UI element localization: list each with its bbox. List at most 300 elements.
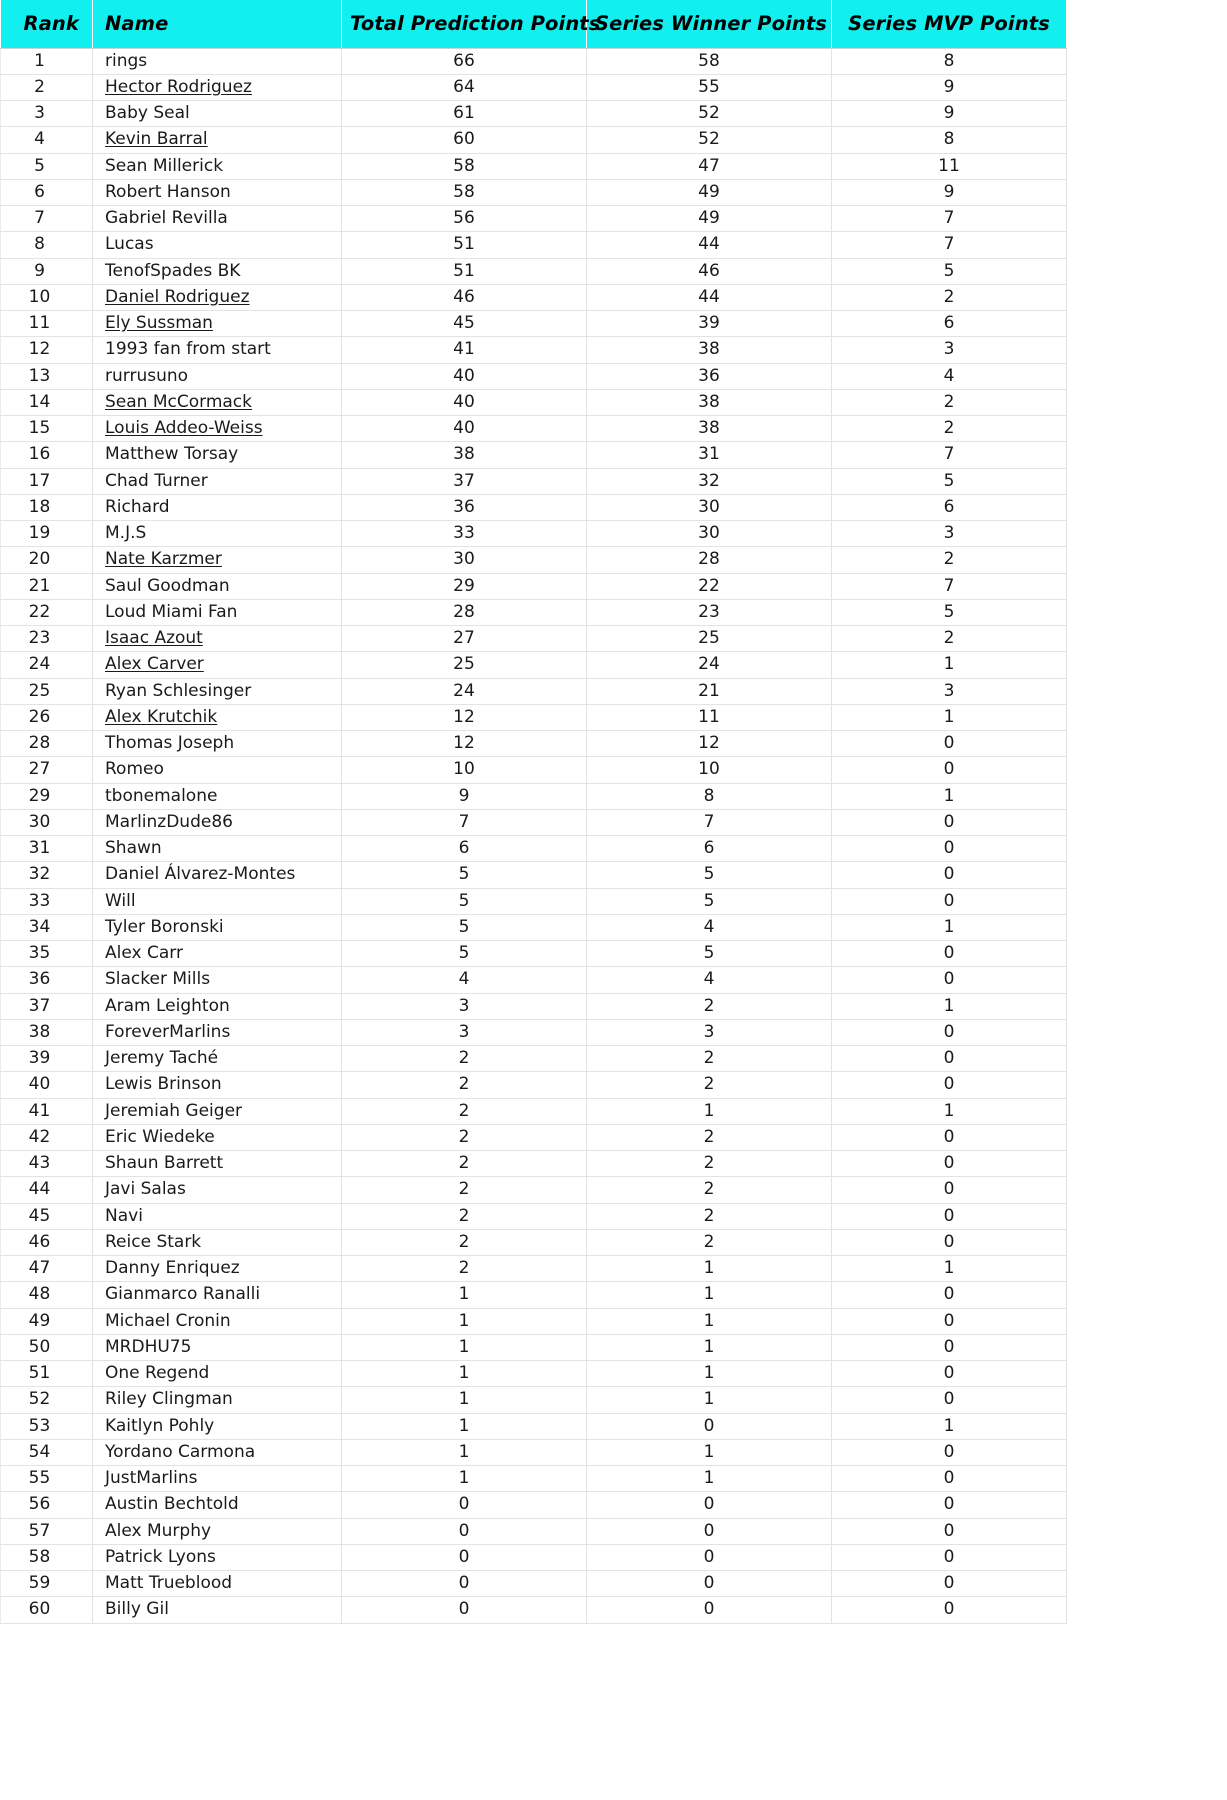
player-profile-link[interactable]: Nate Karzmer — [105, 549, 222, 570]
cell-rank: 16 — [1, 442, 93, 468]
cell-series-winner-points: 2 — [587, 1124, 832, 1150]
cell-total-prediction-points: 1 — [342, 1308, 587, 1334]
cell-series-mvp-points: 7 — [832, 573, 1067, 599]
table-row — [1, 1177, 1223, 1203]
cell-series-winner-points: 0 — [587, 1413, 832, 1439]
cell-total-prediction-points: 0 — [342, 1518, 587, 1544]
cell-rank: 44 — [1, 1177, 93, 1203]
table-row — [1, 1203, 1223, 1229]
cell-total-prediction-points: 56 — [342, 206, 587, 232]
cell-series-mvp-points: 0 — [832, 1544, 1067, 1570]
cell-rank: 2 — [1, 74, 93, 100]
row-spacer — [1067, 416, 1223, 442]
table-row — [1, 494, 1223, 520]
player-name-label: Danny Enriquez — [105, 1258, 240, 1278]
cell-total-prediction-points: 0 — [342, 1571, 587, 1597]
cell-series-mvp-points: 6 — [832, 311, 1067, 337]
cell-name — [93, 862, 342, 888]
player-name-label: M.J.S — [105, 523, 147, 543]
cell-name[interactable] — [93, 389, 342, 415]
row-spacer — [1067, 1124, 1223, 1150]
player-name-label: tbonemalone — [105, 785, 218, 806]
row-spacer — [1067, 599, 1223, 625]
cell-series-winner-points: 2 — [587, 1229, 832, 1255]
cell-total-prediction-points: 1 — [342, 1361, 587, 1387]
cell-series-mvp-points: 11 — [832, 153, 1067, 179]
table-row — [1, 547, 1223, 573]
cell-series-winner-points: 10 — [587, 757, 832, 783]
row-spacer — [1067, 389, 1223, 415]
cell-total-prediction-points: 1 — [342, 1282, 587, 1308]
row-spacer — [1067, 731, 1223, 757]
cell-total-prediction-points: 5 — [342, 941, 587, 967]
table-row — [1, 1124, 1223, 1150]
cell-series-mvp-points: 0 — [832, 757, 1067, 783]
cell-name — [93, 757, 342, 783]
player-profile-link[interactable]: Alex Carver — [105, 654, 204, 675]
player-name-label: Billy Gil — [105, 1599, 169, 1620]
player-name-label: Eric Wiedeke — [105, 1126, 215, 1147]
cell-rank: 9 — [1, 258, 93, 284]
cell-series-mvp-points: 1 — [832, 1413, 1067, 1439]
row-spacer — [1067, 1019, 1223, 1045]
cell-total-prediction-points: 61 — [342, 101, 587, 127]
cell-rank: 36 — [1, 967, 93, 993]
cell-series-winner-points: 36 — [587, 363, 832, 389]
cell-rank: 7 — [1, 206, 93, 232]
table-row — [1, 1072, 1223, 1098]
row-spacer — [1067, 1072, 1223, 1098]
cell-series-mvp-points: 0 — [832, 1439, 1067, 1465]
cell-rank: 1 — [1, 48, 93, 74]
column-header-series-mvp-points[interactable]: Series MVP Points — [832, 0, 1067, 48]
cell-name — [93, 1046, 342, 1072]
cell-rank: 54 — [1, 1439, 93, 1465]
cell-series-winner-points: 2 — [587, 1072, 832, 1098]
cell-rank: 30 — [1, 809, 93, 835]
table-row — [1, 1308, 1223, 1334]
cell-rank: 33 — [1, 888, 93, 914]
cell-series-mvp-points: 0 — [832, 1203, 1067, 1229]
cell-total-prediction-points: 2 — [342, 1151, 587, 1177]
cell-name[interactable] — [93, 74, 342, 100]
player-name-label: rings — [105, 50, 148, 71]
table-row — [1, 731, 1223, 757]
table-row — [1, 1387, 1223, 1413]
player-name-label: Lucas — [105, 234, 154, 255]
cell-name — [93, 1177, 342, 1203]
table-row — [1, 888, 1223, 914]
table-row — [1, 1544, 1223, 1570]
cell-rank: 19 — [1, 521, 93, 547]
cell-rank: 59 — [1, 1571, 93, 1597]
player-name-label: Gianmarco Ranalli — [105, 1284, 261, 1305]
cell-series-winner-points: 1 — [587, 1308, 832, 1334]
player-profile-link[interactable]: Sean McCormack — [105, 391, 252, 412]
cell-name[interactable] — [93, 626, 342, 652]
cell-name — [93, 1518, 342, 1544]
cell-rank: 52 — [1, 1387, 93, 1413]
cell-series-mvp-points: 0 — [832, 1308, 1067, 1334]
row-spacer — [1067, 1098, 1223, 1124]
cell-rank: 55 — [1, 1466, 93, 1492]
cell-name — [93, 967, 342, 993]
cell-series-winner-points: 2 — [587, 1203, 832, 1229]
cell-total-prediction-points: 1 — [342, 1413, 587, 1439]
cell-rank: 4 — [1, 127, 93, 153]
table-row — [1, 993, 1223, 1019]
cell-rank: 53 — [1, 1413, 93, 1439]
cell-name — [93, 153, 342, 179]
table-row — [1, 914, 1223, 940]
cell-series-winner-points: 0 — [587, 1571, 832, 1597]
cell-name — [93, 1098, 342, 1124]
cell-series-winner-points: 52 — [587, 127, 832, 153]
cell-series-mvp-points: 0 — [832, 1518, 1067, 1544]
cell-rank: 47 — [1, 1256, 93, 1282]
player-name-label: Alex Carr — [105, 943, 183, 963]
cell-series-winner-points: 5 — [587, 862, 832, 888]
cell-series-winner-points: 2 — [587, 1177, 832, 1203]
cell-series-winner-points: 1 — [587, 1256, 832, 1282]
cell-total-prediction-points: 4 — [342, 967, 587, 993]
player-profile-link[interactable]: Ely Sussman — [105, 313, 213, 333]
cell-rank: 26 — [1, 704, 93, 730]
cell-name[interactable] — [93, 284, 342, 310]
cell-series-winner-points: 30 — [587, 521, 832, 547]
table-row — [1, 941, 1223, 967]
row-spacer — [1067, 1256, 1223, 1282]
cell-series-winner-points: 32 — [587, 468, 832, 494]
player-name-label: Lewis Brinson — [105, 1074, 222, 1095]
cell-total-prediction-points: 29 — [342, 573, 587, 599]
table-row — [1, 179, 1223, 205]
player-name-label: MRDHU75 — [105, 1336, 192, 1357]
row-spacer — [1067, 101, 1223, 127]
row-spacer — [1067, 1413, 1223, 1439]
cell-rank: 46 — [1, 1229, 93, 1255]
cell-series-mvp-points: 0 — [832, 1387, 1067, 1413]
row-spacer — [1067, 573, 1223, 599]
player-name-label: Ryan Schlesinger — [105, 680, 252, 701]
cell-total-prediction-points: 1 — [342, 1466, 587, 1492]
table-body — [1, 48, 1223, 1623]
cell-name — [93, 468, 342, 494]
cell-series-winner-points: 55 — [587, 74, 832, 100]
player-name-label: Austin Bechtold — [105, 1494, 239, 1515]
player-name-label: JustMarlins — [105, 1468, 198, 1488]
cell-series-winner-points: 49 — [587, 206, 832, 232]
cell-total-prediction-points: 3 — [342, 993, 587, 1019]
cell-series-mvp-points: 0 — [832, 862, 1067, 888]
table-row — [1, 1098, 1223, 1124]
player-name-label: Shawn — [105, 838, 162, 858]
cell-total-prediction-points: 60 — [342, 127, 587, 153]
table-row — [1, 1413, 1223, 1439]
cell-series-mvp-points: 9 — [832, 74, 1067, 100]
player-profile-link[interactable]: Hector Rodriguez — [105, 76, 252, 97]
row-spacer — [1067, 1544, 1223, 1570]
player-name-label: Matt Trueblood — [105, 1573, 233, 1593]
cell-rank: 38 — [1, 1019, 93, 1045]
cell-total-prediction-points: 12 — [342, 731, 587, 757]
player-name-label: Shaun Barrett — [105, 1153, 224, 1173]
row-spacer — [1067, 783, 1223, 809]
cell-series-winner-points: 38 — [587, 337, 832, 363]
cell-series-winner-points: 0 — [587, 1492, 832, 1518]
row-spacer — [1067, 809, 1223, 835]
cell-rank: 10 — [1, 284, 93, 310]
cell-name — [93, 1413, 342, 1439]
table-row — [1, 416, 1223, 442]
player-name-label: Alex Murphy — [105, 1520, 212, 1541]
cell-rank: 6 — [1, 179, 93, 205]
cell-series-mvp-points: 0 — [832, 1282, 1067, 1308]
cell-total-prediction-points: 41 — [342, 337, 587, 363]
cell-name[interactable] — [93, 127, 342, 153]
cell-rank: 8 — [1, 232, 93, 258]
cell-name — [93, 888, 342, 914]
table-row — [1, 967, 1223, 993]
row-spacer — [1067, 704, 1223, 730]
cell-total-prediction-points: 37 — [342, 468, 587, 494]
cell-total-prediction-points: 12 — [342, 704, 587, 730]
table-row — [1, 363, 1223, 389]
player-name-label: Aram Leighton — [105, 995, 230, 1016]
cell-name[interactable] — [93, 311, 342, 337]
cell-series-mvp-points: 0 — [832, 1571, 1067, 1597]
cell-series-winner-points: 46 — [587, 258, 832, 284]
cell-name[interactable] — [93, 416, 342, 442]
table-row — [1, 442, 1223, 468]
cell-series-mvp-points: 9 — [832, 101, 1067, 127]
cell-total-prediction-points: 2 — [342, 1256, 587, 1282]
cell-rank: 51 — [1, 1361, 93, 1387]
row-spacer — [1067, 494, 1223, 520]
table-row — [1, 1229, 1223, 1255]
cell-series-winner-points: 24 — [587, 652, 832, 678]
cell-series-winner-points: 44 — [587, 284, 832, 310]
cell-rank: 23 — [1, 626, 93, 652]
cell-name — [93, 1439, 342, 1465]
table-row — [1, 101, 1223, 127]
cell-rank: 29 — [1, 783, 93, 809]
cell-rank: 50 — [1, 1334, 93, 1360]
cell-series-mvp-points: 0 — [832, 1124, 1067, 1150]
cell-rank: 22 — [1, 599, 93, 625]
cell-rank: 32 — [1, 862, 93, 888]
cell-rank: 15 — [1, 416, 93, 442]
cell-rank: 34 — [1, 914, 93, 940]
cell-total-prediction-points: 30 — [342, 547, 587, 573]
row-spacer — [1067, 1597, 1223, 1623]
cell-name — [93, 1151, 342, 1177]
cell-name[interactable] — [93, 704, 342, 730]
cell-series-mvp-points: 0 — [832, 967, 1067, 993]
cell-series-winner-points: 38 — [587, 389, 832, 415]
table-row — [1, 1046, 1223, 1072]
cell-series-winner-points: 2 — [587, 1046, 832, 1072]
cell-name — [93, 1124, 342, 1150]
cell-name — [93, 783, 342, 809]
row-spacer — [1067, 888, 1223, 914]
cell-series-mvp-points: 1 — [832, 1256, 1067, 1282]
header-spacer — [1067, 0, 1223, 48]
player-profile-link[interactable]: Kevin Barral — [105, 129, 208, 150]
cell-series-mvp-points: 1 — [832, 914, 1067, 940]
row-spacer — [1067, 258, 1223, 284]
row-spacer — [1067, 1334, 1223, 1360]
cell-name — [93, 179, 342, 205]
cell-rank: 31 — [1, 836, 93, 862]
row-spacer — [1067, 1387, 1223, 1413]
cell-series-mvp-points: 2 — [832, 389, 1067, 415]
cell-series-winner-points: 4 — [587, 967, 832, 993]
cell-series-mvp-points: 0 — [832, 1597, 1067, 1623]
cell-series-mvp-points: 0 — [832, 1177, 1067, 1203]
row-spacer — [1067, 284, 1223, 310]
cell-series-mvp-points: 0 — [832, 1229, 1067, 1255]
table-row — [1, 573, 1223, 599]
cell-series-mvp-points: 3 — [832, 337, 1067, 363]
row-spacer — [1067, 127, 1223, 153]
cell-name — [93, 1597, 342, 1623]
cell-series-mvp-points: 0 — [832, 1046, 1067, 1072]
cell-name — [93, 1256, 342, 1282]
row-spacer — [1067, 1203, 1223, 1229]
player-name-label: Daniel Álvarez-Montes — [105, 864, 296, 885]
cell-total-prediction-points: 2 — [342, 1177, 587, 1203]
cell-series-winner-points: 58 — [587, 48, 832, 74]
player-name-label: Sean Millerick — [105, 155, 224, 176]
cell-total-prediction-points: 33 — [342, 521, 587, 547]
column-header-rank[interactable]: Rank — [1, 0, 93, 48]
cell-name — [93, 809, 342, 835]
cell-name — [93, 442, 342, 468]
column-header-series-winner-points[interactable]: Series Winner Points — [587, 0, 832, 48]
cell-series-winner-points: 11 — [587, 704, 832, 730]
cell-series-mvp-points: 1 — [832, 652, 1067, 678]
row-spacer — [1067, 153, 1223, 179]
table-row — [1, 757, 1223, 783]
cell-series-mvp-points: 1 — [832, 704, 1067, 730]
player-profile-link[interactable]: Isaac Azout — [105, 628, 203, 648]
table-row — [1, 678, 1223, 704]
cell-name[interactable] — [93, 547, 342, 573]
cell-series-winner-points: 0 — [587, 1597, 832, 1623]
cell-series-winner-points: 6 — [587, 836, 832, 862]
cell-series-mvp-points: 0 — [832, 1466, 1067, 1492]
cell-rank: 57 — [1, 1518, 93, 1544]
row-spacer — [1067, 179, 1223, 205]
cell-name[interactable] — [93, 652, 342, 678]
row-spacer — [1067, 967, 1223, 993]
cell-rank: 25 — [1, 678, 93, 704]
player-name-label: Tyler Boronski — [105, 916, 224, 937]
cell-series-mvp-points: 3 — [832, 521, 1067, 547]
player-profile-link[interactable]: Daniel Rodriguez — [105, 286, 250, 307]
cell-series-winner-points: 3 — [587, 1019, 832, 1045]
column-header-name[interactable]: Name — [93, 0, 342, 48]
cell-name — [93, 48, 342, 74]
cell-series-winner-points: 7 — [587, 809, 832, 835]
cell-series-winner-points: 1 — [587, 1466, 832, 1492]
table-row — [1, 1019, 1223, 1045]
row-spacer — [1067, 1282, 1223, 1308]
player-name-label: Riley Clingman — [105, 1389, 233, 1410]
player-name-label: Chad Turner — [105, 470, 208, 491]
cell-rank: 48 — [1, 1282, 93, 1308]
table-header — [1, 0, 1223, 48]
player-name-label: MarlinzDude86 — [105, 811, 233, 832]
row-spacer — [1067, 757, 1223, 783]
row-spacer — [1067, 337, 1223, 363]
table-row — [1, 1256, 1223, 1282]
cell-series-mvp-points: 0 — [832, 1334, 1067, 1360]
cell-name — [93, 993, 342, 1019]
cell-series-mvp-points: 4 — [832, 363, 1067, 389]
player-name-label: Michael Cronin — [105, 1310, 231, 1331]
player-name-label: rurrusuno — [105, 365, 189, 386]
cell-series-winner-points: 21 — [587, 678, 832, 704]
player-name-label: Javi Salas — [105, 1179, 186, 1200]
player-name-label: Romeo — [105, 759, 164, 780]
table-row — [1, 1439, 1223, 1465]
cell-series-winner-points: 52 — [587, 101, 832, 127]
cell-name — [93, 521, 342, 547]
cell-series-winner-points: 4 — [587, 914, 832, 940]
cell-total-prediction-points: 6 — [342, 836, 587, 862]
cell-series-winner-points: 49 — [587, 179, 832, 205]
row-spacer — [1067, 206, 1223, 232]
player-name-label: Baby Seal — [105, 103, 190, 123]
cell-name — [93, 337, 342, 363]
cell-name — [93, 599, 342, 625]
player-name-label: Reice Stark — [105, 1231, 202, 1252]
table-row — [1, 1466, 1223, 1492]
row-spacer — [1067, 311, 1223, 337]
row-spacer — [1067, 862, 1223, 888]
table-row — [1, 783, 1223, 809]
row-spacer — [1067, 48, 1223, 74]
cell-rank: 42 — [1, 1124, 93, 1150]
row-spacer — [1067, 1361, 1223, 1387]
player-profile-link[interactable]: Alex Krutchik — [105, 706, 218, 727]
cell-name — [93, 1308, 342, 1334]
cell-rank: 20 — [1, 547, 93, 573]
table-row — [1, 311, 1223, 337]
table-row — [1, 1151, 1223, 1177]
cell-series-mvp-points: 5 — [832, 468, 1067, 494]
cell-series-winner-points: 5 — [587, 888, 832, 914]
player-name-label: Yordano Carmona — [105, 1441, 256, 1462]
player-profile-link[interactable]: Louis Addeo-Weiss — [105, 418, 263, 438]
cell-series-winner-points: 2 — [587, 993, 832, 1019]
header-row — [1, 0, 1223, 48]
cell-rank: 35 — [1, 941, 93, 967]
cell-total-prediction-points: 1 — [342, 1334, 587, 1360]
cell-total-prediction-points: 3 — [342, 1019, 587, 1045]
row-spacer — [1067, 521, 1223, 547]
player-name-label: Jeremiah Geiger — [105, 1100, 243, 1121]
player-name-label: TenofSpades BK — [105, 260, 241, 281]
column-header-total-prediction-points[interactable]: Total Prediction Points — [342, 0, 587, 48]
cell-total-prediction-points: 24 — [342, 678, 587, 704]
table-row — [1, 232, 1223, 258]
table-row — [1, 1518, 1223, 1544]
table-row — [1, 258, 1223, 284]
cell-total-prediction-points: 5 — [342, 914, 587, 940]
